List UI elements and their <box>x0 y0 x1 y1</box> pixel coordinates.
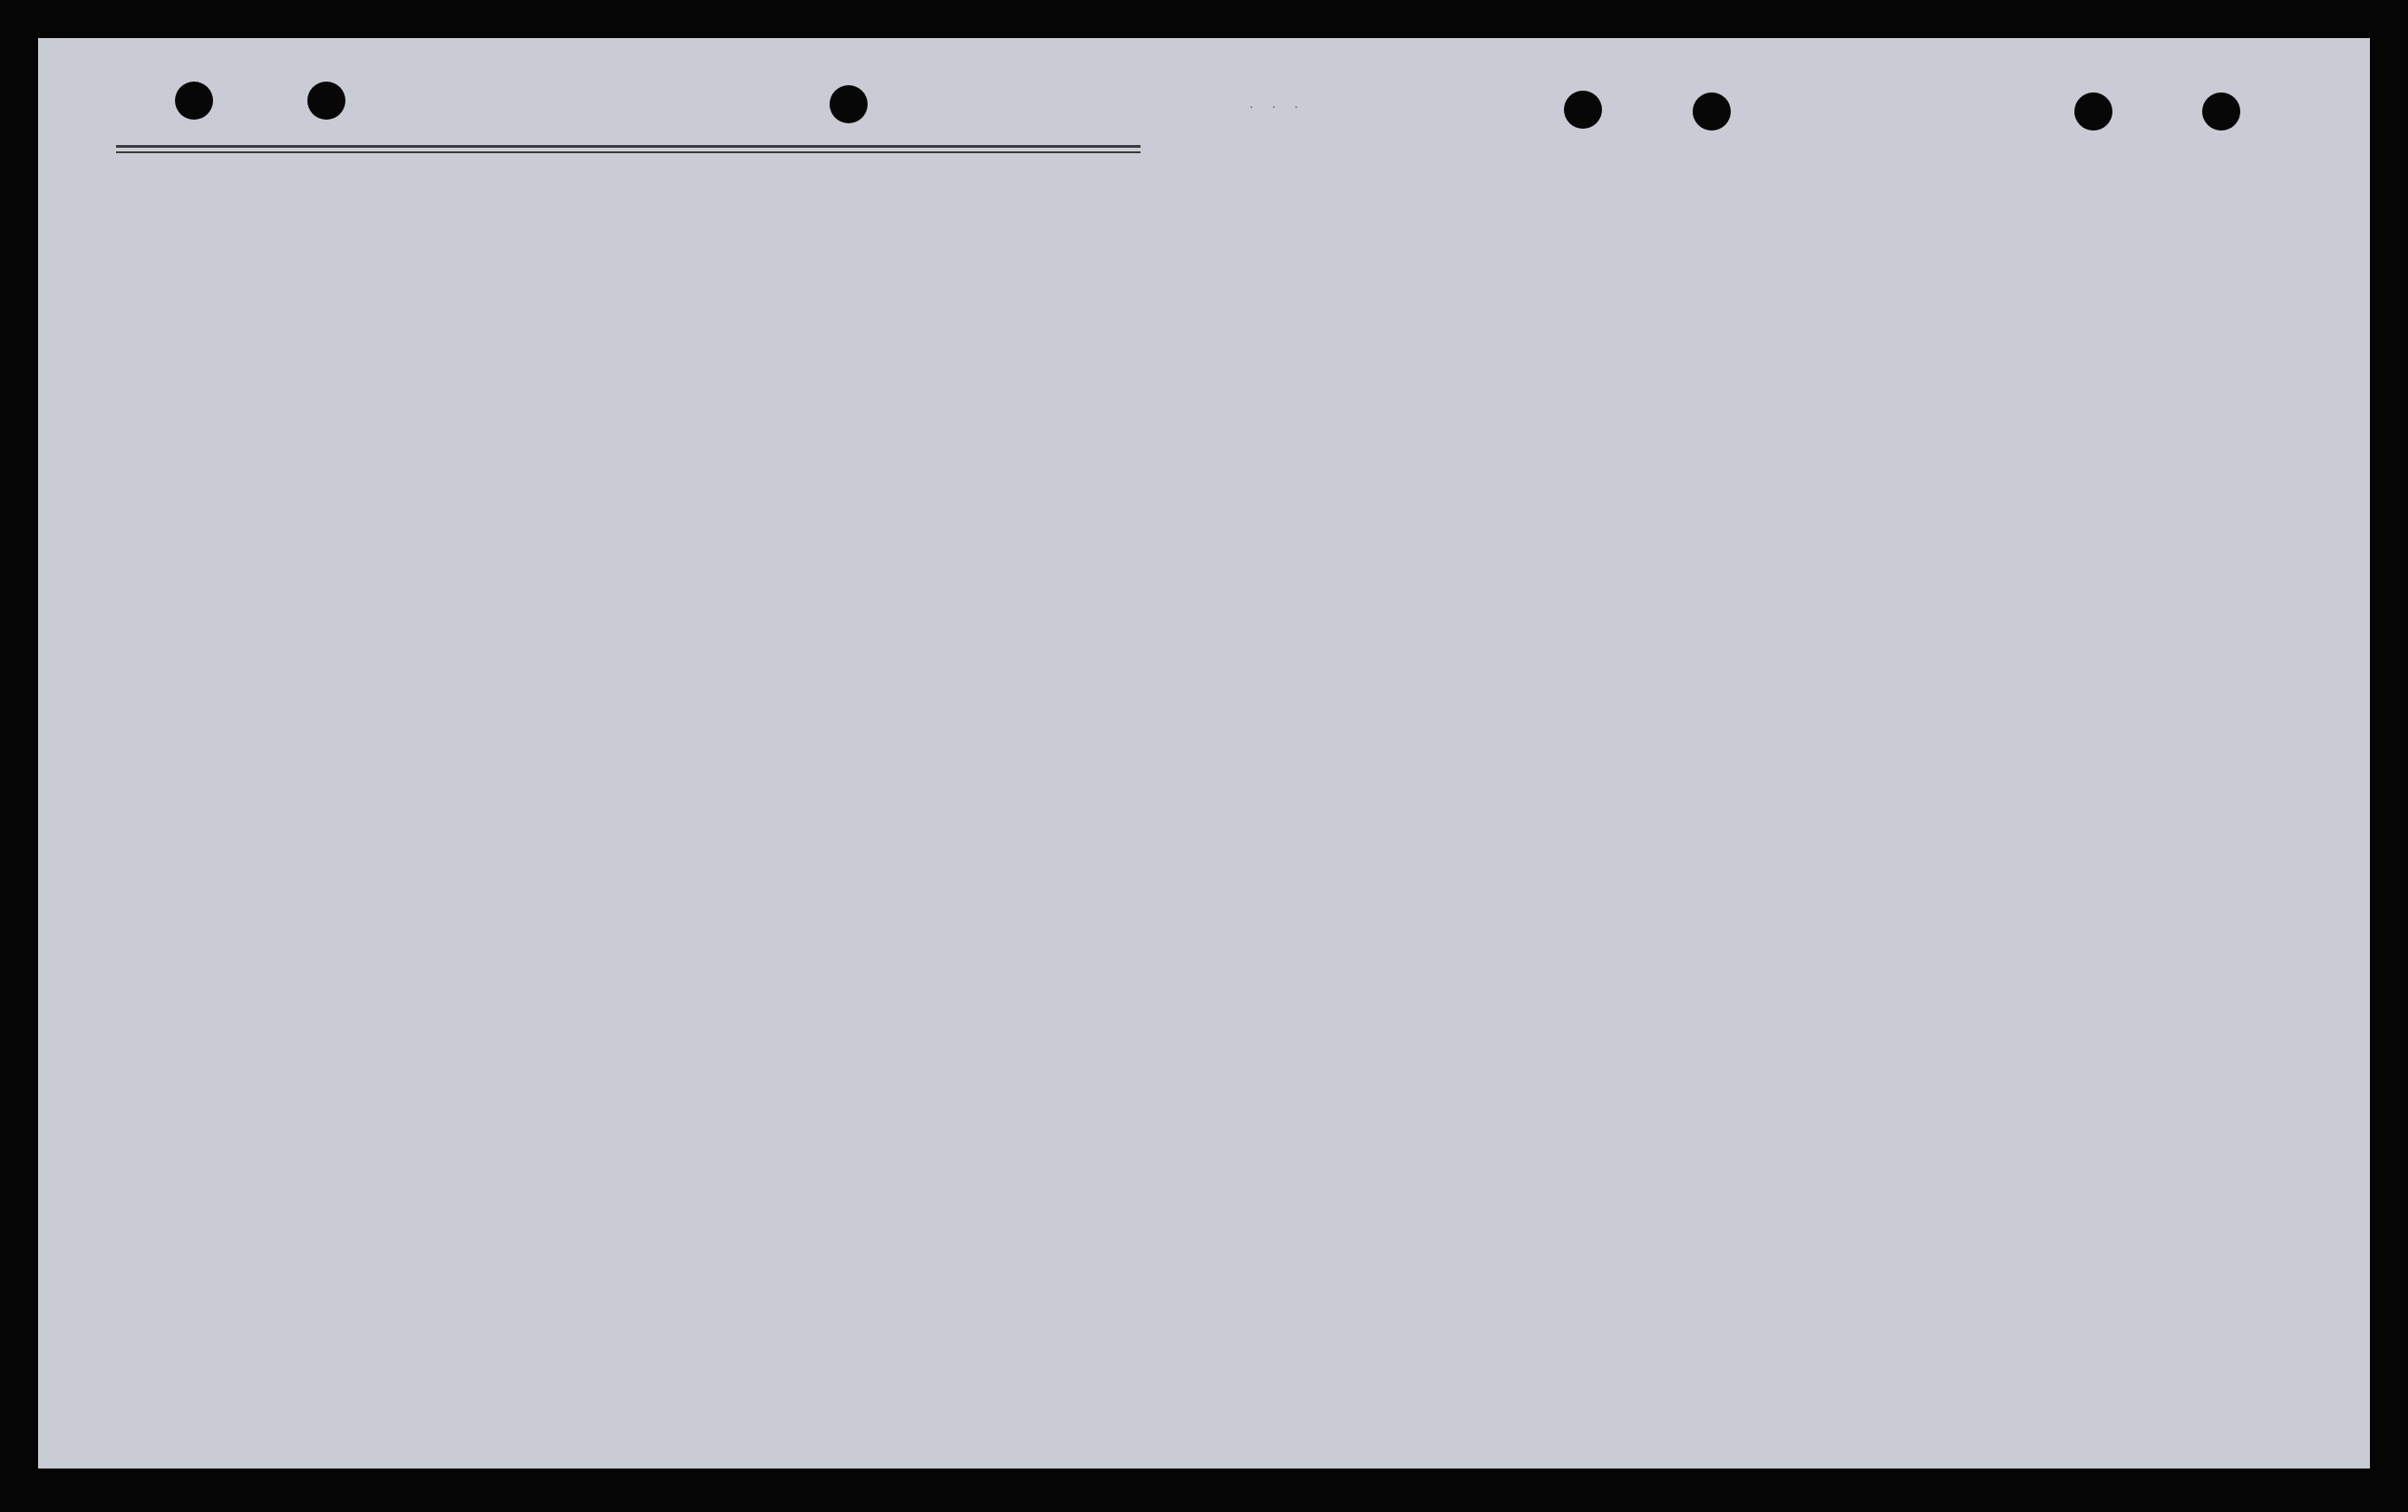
punch-hole <box>830 85 868 123</box>
punch-hole <box>2202 92 2240 131</box>
punch-hole <box>307 82 345 120</box>
stray-marks: ··· <box>1249 102 1316 115</box>
double-rule <box>116 145 1141 148</box>
double-rule <box>116 151 1141 153</box>
ledger-sheet <box>38 38 2370 1468</box>
punch-hole <box>1693 92 1731 131</box>
punch-hole <box>175 82 213 120</box>
punch-hole <box>2074 92 2112 131</box>
punch-hole <box>1564 91 1602 129</box>
